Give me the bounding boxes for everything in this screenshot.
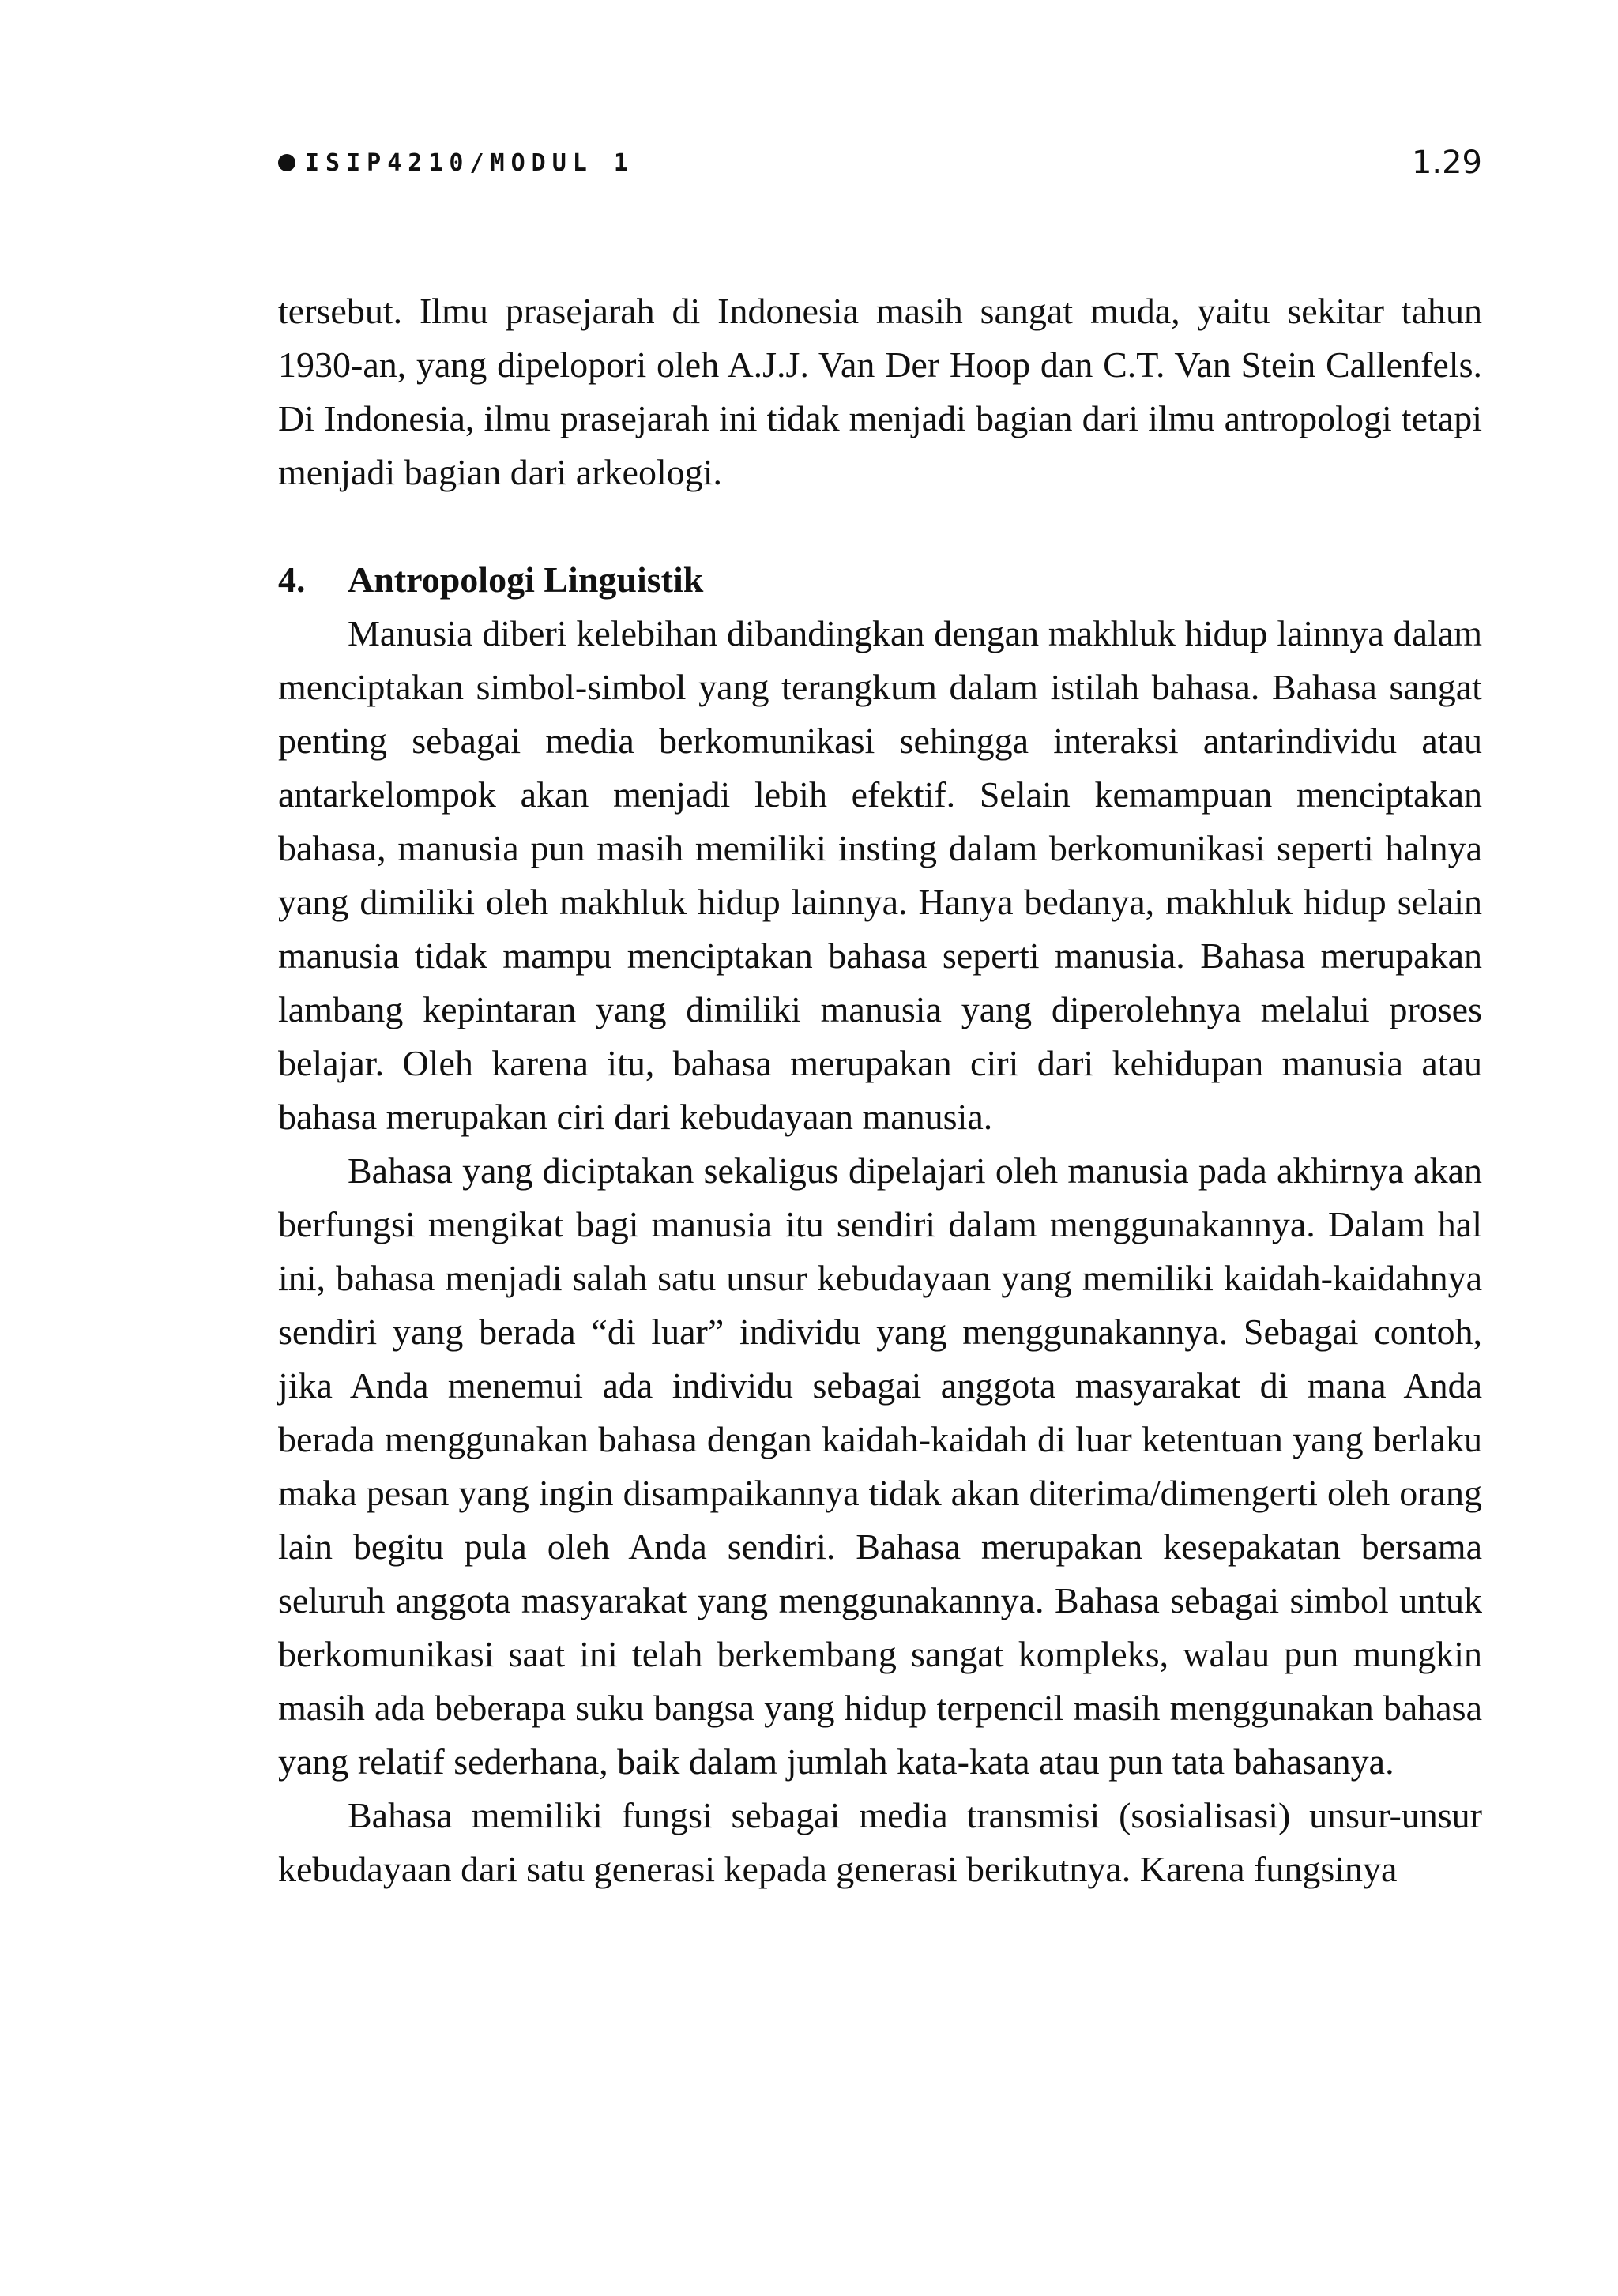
- running-header: [278, 141, 1482, 185]
- header-left: [278, 149, 634, 177]
- page-number: 1.29: [1411, 145, 1482, 181]
- intro-paragraph: tersebut. Ilmu prasejarah di Indonesia masih sangat muda, yaitu sekitar tahun 1930-an, yang dipelopori oleh A.J.J. Van Der Hoop dan C.T. Van Stein Callenfels. Di Indonesia, ilmu prasejarah ini tidak menjadi bagian dari ilmu antropologi tetapi menjadi bagian dari arkeologi.: [278, 291, 1482, 492]
- body-paragraph-2: Bahasa yang diciptakan sekaligus dipelajari oleh manusia pada akhirnya akan berfungsi mengikat bagi manusia itu sendiri dalam menggunakannya. Dalam hal ini, bahasa menjadi salah satu unsur kebudayaan yang memiliki kaidah-kaidahnya sendiri yang berada “di luar” individu yang menggunakannya. Sebagai contoh, jika Anda menemui ada individu sebagai anggota masyarakat di mana Anda berada menggunakan bahasa dengan kaidah-kaidah di luar ketentuan yang berlaku maka pesan yang ingin disampaikannya tidak akan diterima/dimengerti oleh orang lain begitu pula oleh Anda sendiri. Bahasa merupakan kesepakatan bersama seluruh anggota masyarakat yang menggunakannya. Bahasa sebagai simbol untuk berkomunikasi saat ini telah berkembang sangat kompleks, walau pun mungkin masih ada beberapa suku bangsa yang hidup terpencil masih menggunakan bahasa yang relatif sederhana, baik dalam jumlah kata-kata atau pun tata bahasanya.: [278, 1150, 1482, 1782]
- bullet-icon: [278, 154, 295, 171]
- module-code: ISIP4210/MODUL 1: [305, 149, 634, 177]
- section-title: Antropologi Linguistik: [348, 559, 704, 600]
- body-paragraph-3: Bahasa memiliki fungsi sebagai media transmisi (sosialisasi) unsur-unsur kebudayaan dari satu generasi kepada generasi berikutnya. Karena fungsinya: [278, 1795, 1482, 1889]
- body-paragraph-1: Manusia diberi kelebihan dibandingkan dengan makhluk hidup lainnya dalam menciptakan simbol-simbol yang terangkum dalam istilah bahasa. Bahasa sangat penting sebagai media berkomunikasi sehingga interaksi antarindividu atau antarkelompok akan menjadi lebih efektif. Selain kemampuan menciptakan bahasa, manusia pun masih memiliki insting dalam berkomunikasi seperti halnya yang dimiliki oleh makhluk hidup lainnya. Hanya bedanya, makhluk hidup selain manusia tidak mampu menciptakan bahasa seperti manusia. Bahasa merupakan lambang kepintaran yang dimiliki manusia yang diperolehnya melalui proses belajar. Oleh karena itu, bahasa merupakan ciri dari kehidupan manusia atau bahasa merupakan ciri dari kebudayaan manusia.: [278, 613, 1482, 1137]
- section-heading: [278, 553, 1482, 607]
- section-number: 4.: [278, 559, 306, 600]
- page-content: [278, 284, 1482, 1896]
